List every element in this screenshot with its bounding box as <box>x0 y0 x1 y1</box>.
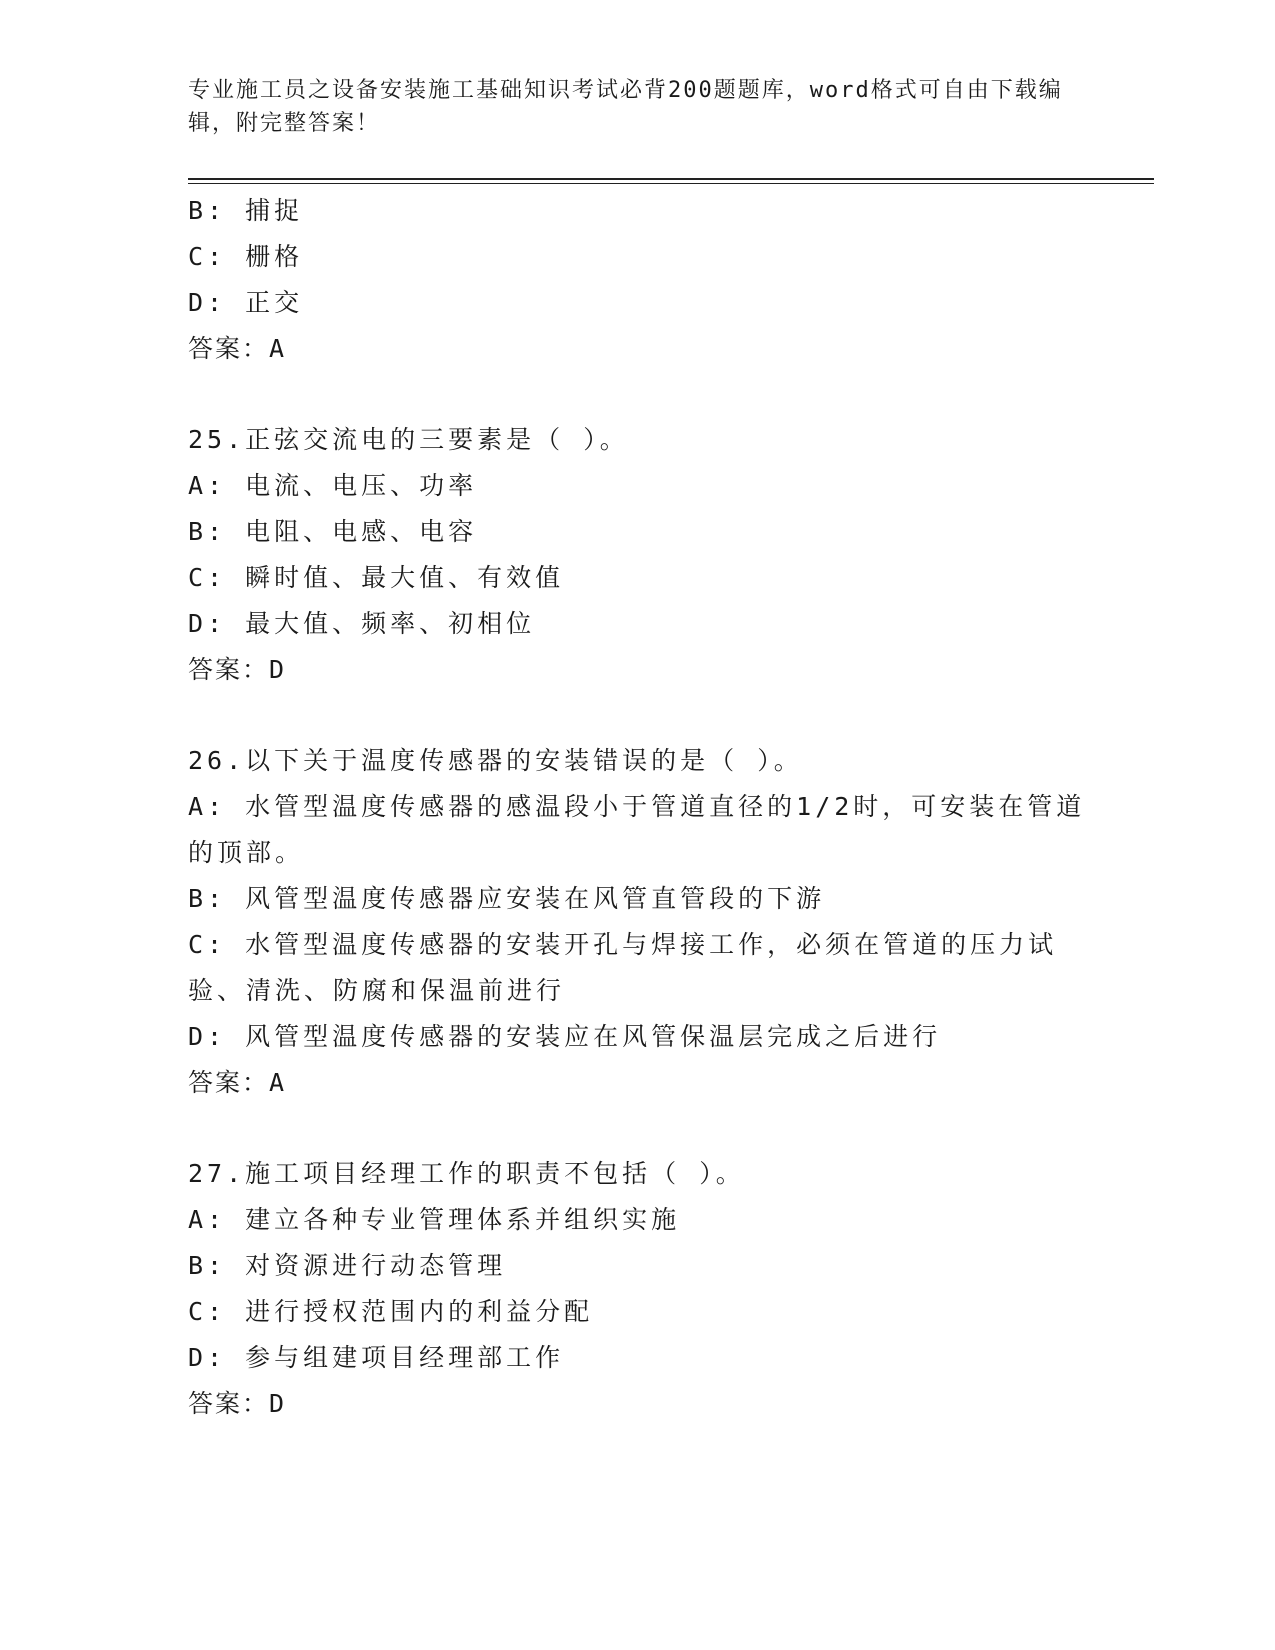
question-stem: 25.正弦交流电的三要素是（ ）。 <box>188 425 629 454</box>
spacer <box>188 693 1088 738</box>
answer: 答案：D <box>188 655 287 684</box>
option-b: B: 风管型温度传感器应安装在风管直管段的下游 <box>188 884 826 913</box>
question-27 <box>188 1151 1088 1427</box>
option-c: C: 栅格 <box>188 242 304 271</box>
question-stem: 26.以下关于温度传感器的安装错误的是（ ）。 <box>188 746 803 775</box>
question-stem: 27.施工项目经理工作的职责不包括（ ）。 <box>188 1159 745 1188</box>
option-d: D: 风管型温度传感器的安装应在风管保温层完成之后进行 <box>188 1022 942 1051</box>
header-divider-thick <box>188 178 1154 180</box>
answer: 答案：A <box>188 1068 287 1097</box>
question-24-tail <box>188 188 1088 372</box>
option-d: D: 参与组建项目经理部工作 <box>188 1343 565 1372</box>
question-25 <box>188 417 1088 693</box>
answer: 答案：A <box>188 334 287 363</box>
option-b: B: 对资源进行动态管理 <box>188 1251 507 1280</box>
option-d: D: 最大值、频率、初相位 <box>188 609 536 638</box>
option-b: B: 电阻、电感、电容 <box>188 517 478 546</box>
header-divider-thin <box>188 183 1154 184</box>
spacer <box>188 372 1088 417</box>
option-d: D: 正交 <box>188 288 304 317</box>
header-title: 专业施工员之设备安装施工基础知识考试必背200题题库，word格式可自由下载编辑，附完整答案！ <box>188 78 1063 136</box>
option-a: A: 电流、电压、功率 <box>188 471 478 500</box>
option-c: C: 水管型温度传感器的安装开孔与焊接工作，必须在管道的压力试验、清洗、防腐和保温前进行 <box>188 930 1058 1005</box>
question-26 <box>188 738 1088 1106</box>
option-c: C: 瞬时值、最大值、有效值 <box>188 563 565 592</box>
document-header <box>188 74 1068 140</box>
question-list <box>188 188 1088 1427</box>
option-b: B: 捕捉 <box>188 196 304 225</box>
spacer <box>188 1106 1088 1151</box>
option-a: A: 水管型温度传感器的感温段小于管道直径的1/2时，可安装在管道的顶部。 <box>188 792 1086 867</box>
option-c: C: 进行授权范围内的利益分配 <box>188 1297 594 1326</box>
answer: 答案：D <box>188 1389 287 1418</box>
option-a: A: 建立各种专业管理体系并组织实施 <box>188 1205 681 1234</box>
